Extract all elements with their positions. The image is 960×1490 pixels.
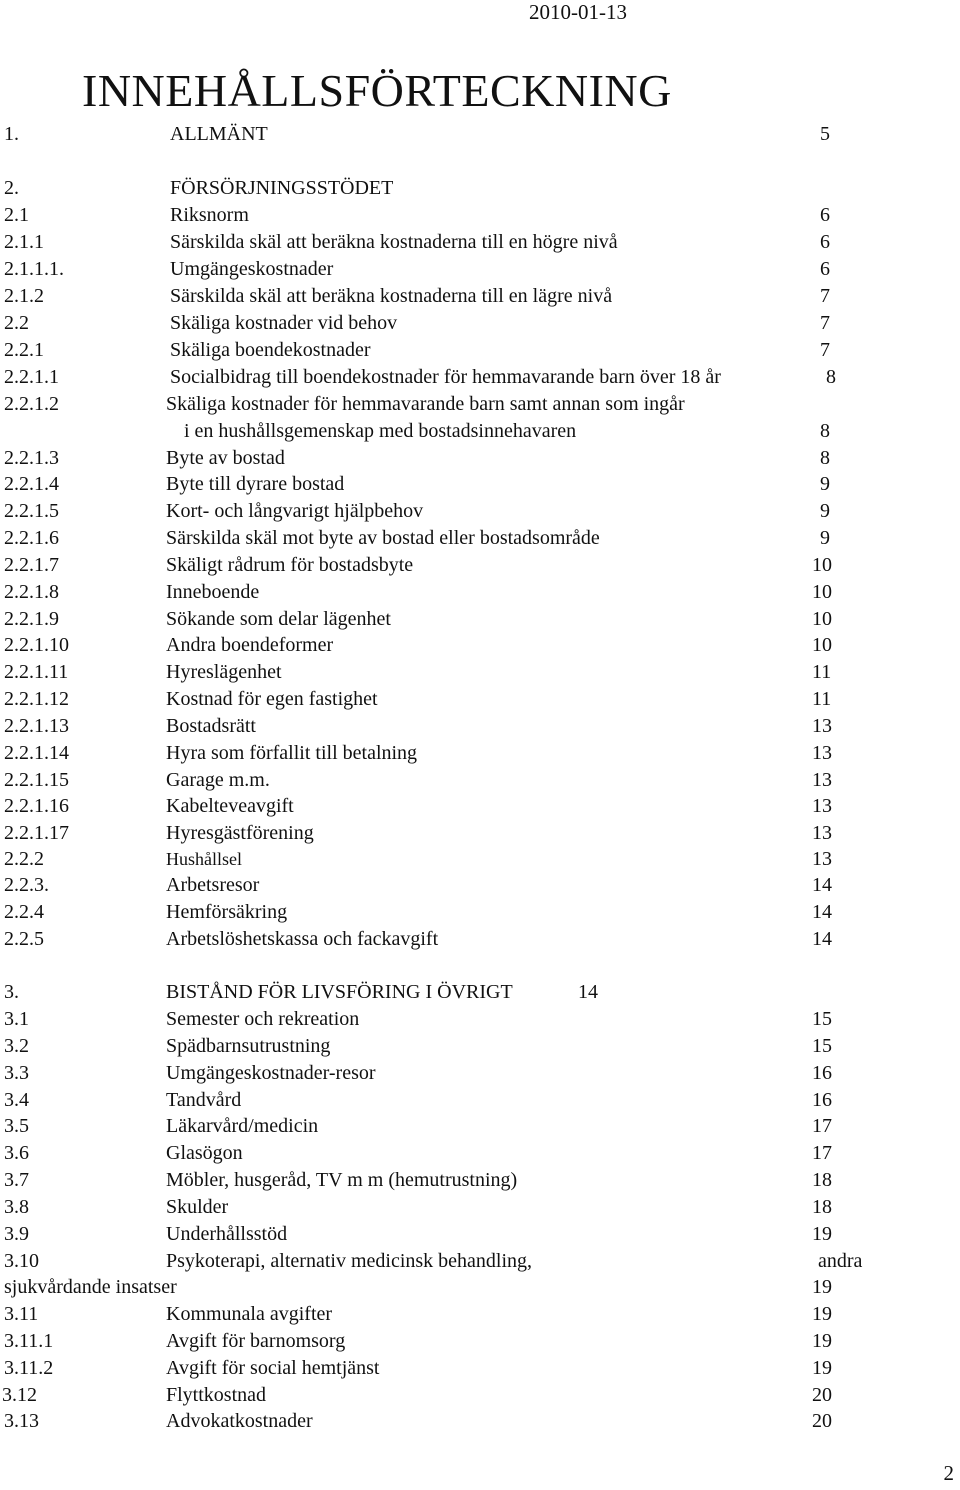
toc-page: 13 <box>812 848 832 870</box>
toc-number: 2.2.1.3 <box>4 447 59 469</box>
toc-label: Umgängeskostnader <box>170 258 334 280</box>
toc-label: Kort- och långvarigt hjälpbehov <box>166 500 424 522</box>
toc-page: 16 <box>812 1089 832 1111</box>
toc-number: 2.2.1.14 <box>4 742 69 764</box>
toc-page: 6 <box>820 231 830 253</box>
toc-label: Arbetsresor <box>166 874 260 896</box>
toc-label: Skäligt rådrum för bostadsbyte <box>166 554 414 576</box>
toc-label: Byte till dyrare bostad <box>166 473 345 495</box>
toc-label: Spädbarnsutrustning <box>166 1035 331 1057</box>
toc-page: 8 <box>826 366 836 388</box>
toc-number: 3.8 <box>4 1196 29 1218</box>
toc-label: Andra boendeformer <box>166 634 334 656</box>
toc-row <box>0 1355 960 1381</box>
toc-page: 15 <box>812 1035 832 1057</box>
toc-row <box>0 337 960 363</box>
toc-number: 2.2.1.12 <box>4 688 69 710</box>
toc-row <box>0 175 960 201</box>
toc-label: Läkarvård/medicin <box>166 1115 319 1137</box>
toc-page: 11 <box>812 688 832 710</box>
toc-label: Tandvård <box>166 1089 242 1111</box>
toc-label: FÖRSÖRJNINGSSTÖDET <box>170 177 394 199</box>
toc-number: 2.2.1.6 <box>4 527 59 549</box>
toc-label: Hyra som förfallit till betalning <box>166 742 418 764</box>
toc-page: 7 <box>820 285 830 307</box>
toc-number: 3.9 <box>4 1223 29 1245</box>
toc-row <box>0 1382 960 1408</box>
toc-page: 18 <box>812 1169 832 1191</box>
toc-row <box>0 979 960 1005</box>
toc-row <box>0 1006 960 1032</box>
toc-row <box>0 1167 960 1193</box>
toc-row <box>0 846 960 872</box>
toc-row <box>0 1033 960 1059</box>
toc-page: 9 <box>820 500 830 522</box>
toc-row <box>0 391 960 417</box>
toc-label: Hyreslägenhet <box>166 661 282 683</box>
toc-label: Bostadsrätt <box>166 715 256 737</box>
toc-number: 2.2.1.17 <box>4 822 69 844</box>
toc-label: i en hushållsgemenskap med bostadsinnehavaren <box>184 420 577 442</box>
toc-row <box>0 552 960 578</box>
toc-row <box>0 1221 960 1247</box>
toc-number: 2.2.1.8 <box>4 581 59 603</box>
toc-label: Flyttkostnad <box>166 1384 267 1406</box>
toc-row <box>0 1301 960 1327</box>
toc-number: 3.2 <box>4 1035 29 1057</box>
toc-number: sjukvårdande insatser <box>4 1276 177 1298</box>
toc-page: 6 <box>820 258 830 280</box>
toc-page: 19 <box>812 1223 832 1245</box>
toc-page: 19 <box>812 1276 832 1298</box>
toc-label: Skäliga kostnader för hemmavarande barn samt annan som ingår <box>166 393 685 415</box>
toc-label: Särskilda skäl att beräkna kostnaderna till en högre nivå <box>170 231 618 253</box>
toc-label: Kabelteveavgift <box>166 795 294 817</box>
toc-number: 2.2.1.7 <box>4 554 59 576</box>
toc-label: Hushållsel <box>166 849 242 869</box>
toc-label: Riksnorm <box>170 204 249 226</box>
toc-page: 8 <box>820 447 830 469</box>
toc-row <box>0 686 960 712</box>
toc-label: BISTÅND FÖR LIVSFÖRING I ÖVRIGT <box>166 981 513 1003</box>
toc-row <box>0 121 960 147</box>
toc-number: 2.2.1.11 <box>4 661 69 683</box>
toc-number: 3.7 <box>4 1169 29 1191</box>
toc-page: 14 <box>812 874 832 896</box>
toc-label: Avgift för barnomsorg <box>166 1330 346 1352</box>
toc-row <box>0 229 960 255</box>
toc-number: 2.1.1.1. <box>4 258 64 280</box>
toc-number: 3.11.1 <box>4 1330 54 1352</box>
toc-page: 14 <box>578 981 598 1003</box>
toc-number: 3.11.2 <box>4 1357 54 1379</box>
toc-label: Skäliga kostnader vid behov <box>170 312 398 334</box>
toc-label: ALLMÄNT <box>170 123 268 145</box>
toc-number: 2.2 <box>4 312 29 334</box>
toc-page: 14 <box>812 901 832 923</box>
toc-row <box>0 1140 960 1166</box>
toc-label: Psykoterapi, alternativ medicinsk behandling, <box>166 1250 533 1272</box>
toc-row <box>0 1248 960 1274</box>
toc-page: 10 <box>812 634 832 656</box>
toc-row <box>0 793 960 819</box>
toc-page: andra <box>818 1250 863 1272</box>
page-title: INNEHÅLLSFÖRTECKNING <box>82 65 672 116</box>
toc-row <box>0 310 960 336</box>
toc-row <box>0 256 960 282</box>
toc-number: 2.2.1.5 <box>4 500 59 522</box>
toc-row <box>0 1060 960 1086</box>
toc-page: 20 <box>812 1384 832 1406</box>
toc-row <box>0 525 960 551</box>
toc-page: 9 <box>820 473 830 495</box>
toc-number: 2.2.1.10 <box>4 634 69 656</box>
toc-row <box>0 659 960 685</box>
toc-label: Särskilda skäl mot byte av bostad eller bostadsområde <box>166 527 600 549</box>
toc-number: 3.5 <box>4 1115 29 1137</box>
toc-number: 3.4 <box>4 1089 29 1111</box>
toc-row <box>0 1194 960 1220</box>
toc-number: 3.10 <box>4 1250 39 1272</box>
toc-row <box>0 767 960 793</box>
toc-row <box>0 1328 960 1354</box>
toc-label: Särskilda skäl att beräkna kostnaderna till en lägre nivå <box>170 285 613 307</box>
toc-row <box>0 632 960 658</box>
toc-page: 17 <box>812 1115 832 1137</box>
toc-row <box>0 899 960 925</box>
toc-label: Umgängeskostnader-resor <box>166 1062 376 1084</box>
toc-page: 18 <box>812 1196 832 1218</box>
toc-label: Inneboende <box>166 581 260 603</box>
toc-number: 2.2.4 <box>4 901 44 923</box>
toc-page: 10 <box>812 608 832 630</box>
toc-row <box>0 283 960 309</box>
toc-number: 2.2.1.9 <box>4 608 59 630</box>
toc-row <box>0 606 960 632</box>
toc-label: Hemförsäkring <box>166 901 288 923</box>
toc-number: 2.2.1.2 <box>4 393 59 415</box>
toc-label: Byte av bostad <box>166 447 285 469</box>
toc-row <box>0 713 960 739</box>
toc-label: Kostnad för egen fastighet <box>166 688 378 710</box>
document-date: 2010-01-13 <box>529 0 627 24</box>
toc-page: 13 <box>812 795 832 817</box>
toc-page: 13 <box>812 822 832 844</box>
toc-number: 2.1.2 <box>4 285 44 307</box>
toc-row <box>0 740 960 766</box>
toc-number: 2.2.1.1 <box>4 366 59 388</box>
toc-number: 2.2.1.16 <box>4 795 69 817</box>
toc-page: 16 <box>812 1062 832 1084</box>
toc-label: Avgift för social hemtjänst <box>166 1357 380 1379</box>
toc-label: Semester och rekreation <box>166 1008 360 1030</box>
toc-number: 2.2.5 <box>4 928 44 950</box>
toc-page: 20 <box>812 1410 832 1432</box>
toc-page: 19 <box>812 1303 832 1325</box>
toc-number: 3. <box>4 981 19 1003</box>
toc-label: Underhållsstöd <box>166 1223 288 1245</box>
toc-number: 3.13 <box>4 1410 39 1432</box>
toc-page: 9 <box>820 527 830 549</box>
toc-number: 2.2.2 <box>4 848 44 870</box>
toc-page: 17 <box>812 1142 832 1164</box>
page-number: 2 <box>943 1461 954 1485</box>
toc-label: Skäliga boendekostnader <box>170 339 371 361</box>
toc-row <box>0 418 960 444</box>
toc-row <box>0 202 960 228</box>
toc-number: 3.6 <box>4 1142 29 1164</box>
toc-number: 3.11 <box>4 1303 39 1325</box>
toc-number: 1. <box>4 123 19 145</box>
toc-row <box>0 579 960 605</box>
toc-number: 2. <box>4 177 19 199</box>
toc-number: 2.2.1 <box>4 339 44 361</box>
toc-number: 2.2.3. <box>4 874 49 896</box>
toc-number: 3.3 <box>4 1062 29 1084</box>
toc-row <box>0 364 960 390</box>
toc-page: 7 <box>820 312 830 334</box>
toc-page: 11 <box>812 661 832 683</box>
toc-label: Socialbidrag till boendekostnader för hemmavarande barn över 18 år <box>170 366 721 388</box>
toc-page: 7 <box>820 339 830 361</box>
toc-row <box>0 1113 960 1139</box>
toc-number: 2.2.1.13 <box>4 715 69 737</box>
toc-row <box>0 1087 960 1113</box>
toc-label: Hyresgästförening <box>166 822 314 844</box>
toc-page: 5 <box>820 123 830 145</box>
toc-label: Arbetslöshetskassa och fackavgift <box>166 928 439 950</box>
toc-page: 10 <box>812 554 832 576</box>
toc-row <box>0 926 960 952</box>
toc-number: 3.1 <box>4 1008 29 1030</box>
toc-row <box>0 445 960 471</box>
toc-row <box>0 1408 960 1434</box>
toc-page: 14 <box>812 928 832 950</box>
toc-row <box>0 471 960 497</box>
toc-page: 6 <box>820 204 830 226</box>
toc-number: 2.2.1.15 <box>4 769 69 791</box>
toc-label: Kommunala avgifter <box>166 1303 333 1325</box>
toc-label: Sökande som delar lägenhet <box>166 608 391 630</box>
toc-number: 2.2.1.4 <box>4 473 59 495</box>
toc-page: 13 <box>812 742 832 764</box>
toc-page: 10 <box>812 581 832 603</box>
toc-label: Advokatkostnader <box>166 1410 313 1432</box>
toc-label: Garage m.m. <box>166 769 270 791</box>
toc-number: 2.1.1 <box>4 231 44 253</box>
toc-number: 3.12 <box>2 1384 37 1406</box>
toc-page: 13 <box>812 715 832 737</box>
toc-page: 8 <box>820 420 830 442</box>
toc-label: Möbler, husgeråd, TV m m (hemutrustning) <box>166 1169 518 1191</box>
toc-row <box>0 872 960 898</box>
toc-page: 13 <box>812 769 832 791</box>
toc-label: Glasögon <box>166 1142 243 1164</box>
toc-label: Skulder <box>166 1196 229 1218</box>
toc-page: 19 <box>812 1330 832 1352</box>
toc-page: 15 <box>812 1008 832 1030</box>
toc-row <box>0 498 960 524</box>
toc-row <box>0 1274 960 1300</box>
toc-page: 19 <box>812 1357 832 1379</box>
toc-number: 2.1 <box>4 204 29 226</box>
toc-row <box>0 820 960 846</box>
